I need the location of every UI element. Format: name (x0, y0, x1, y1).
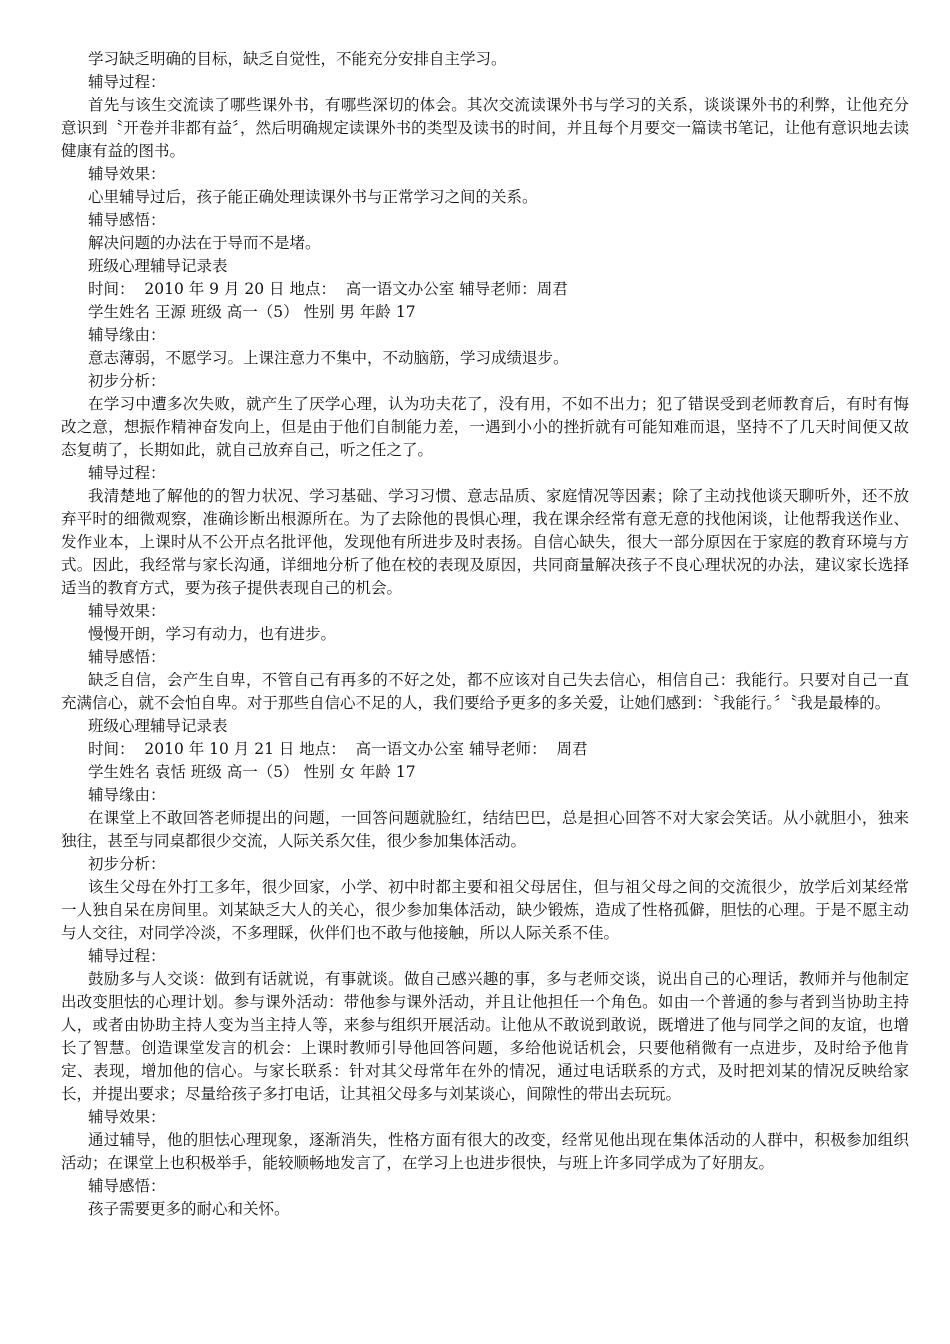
reason-text: 学习缺乏明确的目标，缺乏自觉性，不能充分安排自主学习。 (88, 50, 507, 68)
insight-label: 辅导感悟： (88, 211, 166, 229)
effect-text: 通过辅导，他的胆怯心理现象，逐渐消失，性格方面有很大的改变，经常见他出现在集体活动的人群中，积极参加组织活动；在课堂上也积极举手，能较顺畅地发言了，在学习上也进步很快，与班上许多同学成为了好朋友。 (61, 1131, 909, 1172)
effect-label: 辅导效果： (88, 165, 166, 183)
effect-label: 辅导效果： (88, 602, 166, 620)
insight-label: 辅导感悟： (88, 1177, 166, 1195)
student-info-line: 学生姓名 王源 班级 高一（5） 性别 男 年龄 17 (88, 303, 416, 321)
analysis-label: 初步分析： (88, 372, 166, 390)
process-text: 鼓励多与人交谈：做到有话就说，有事就谈。做自己感兴趣的事，多与老师交谈，说出自己的心理话，教师并与他制定出改变胆怯的心理计划。参与课外活动：带他参与课外活动，并且让他担任一个角色。如由一个普通的参与者到当协助主持人，或者由协助主持人变为当主持人等，来参与组织开展活动。让他从不敢说到敢说，既增进了他与同学之间的友谊，也增长了智慧。创造课堂发言的机会：上课时教师引导他回答问题，多给他说话机会，只要他稍微有一点进步，及时给予他肯定、表现，增加他的信心。与家长联系：针对其父母常年在外的情况，通过电话联系的方式，及时把刘某的情况反映给家长，并提出要求；尽量给孩子多打电话，让其祖父母多与刘某谈心，间隙性的带出去玩玩。 (61, 970, 909, 1103)
effect-text: 慢慢开朗，学习有动力，也有进步。 (88, 625, 337, 643)
insight-label: 辅导感悟： (88, 648, 166, 666)
document-body (61, 48, 909, 1221)
process-text: 首先与该生交流读了哪些课外书，有哪些深切的体会。其次交流读课外书与学习的关系，谈谈课外书的利弊，让他充分意识到〝开卷并非都有益〞，然后明确规定读课外书的类型及读书的时间，并且每个月要交一篇读书笔记，让他有意识地去读健康有益的图书。 (61, 96, 909, 160)
reason-text: 意志薄弱，不愿学习。上课注意力不集中，不动脑筋，学习成绩退步。 (88, 349, 569, 367)
insight-text: 缺乏自信，会产生自卑，不管自己有再多的不好之处，都不应该对自己失去信心，相信自己：我能行。只要对自己一直充满信心，就不会怕自卑。对于那些自信心不足的人，我们要给予更多的多关爱，让她们感到：〝我能行。〞〝我是最棒的。 (61, 671, 909, 712)
analysis-text: 在学习中遭多次失败，就产生了厌学心理，认为功夫花了，没有用，不如不出力；犯了错误受到老师教育后，有时有悔改之意，想振作精神奋发向上，但是由于他们自制能力差，一遇到小小的挫折就有可能知难而退，坚持不了几天时间便又故态复萌了，长期如此，就自己放弃自己，听之任之了。 (61, 395, 909, 459)
effect-text: 心里辅导过后，孩子能正确处理读课外书与正常学习之间的关系。 (88, 188, 538, 206)
process-label: 辅导过程： (88, 464, 166, 482)
reason-label: 辅导缘由： (88, 326, 166, 344)
record-meta-line: 时间： 2010 年 9 月 20 日 地点： 高一语文办公室 辅导老师：周君 (88, 280, 568, 298)
process-text: 我清楚地了解他的的智力状况、学习基础、学习习惯、意志品质、家庭情况等因素；除了主动找他谈天聊听外，还不放弃平时的细微观察，准确诊断出根源所在。为了去除他的畏惧心理，我在课余经常有意无意的找他闲谈，让他帮我送作业、发作业本，上课时从不公开点名批评他，发现他有所进步及时表扬。自信心缺失，很大一部分原因在于家庭的教育环境与方式。因此，我经常与家长沟通，详细地分析了他在校的表现及原因，共同商量解决孩子不良心理状况的办法，建议家长选择适当的教育方式，要为孩子提供表现自己的机会。 (61, 487, 909, 597)
analysis-text: 该生父母在外打工多年，很少回家，小学、初中时都主要和祖父母居住，但与祖父母之间的交流很少，放学后刘某经常一人独自呆在房间里。刘某缺乏大人的关心，很少参加集体活动，缺少锻炼，造成了性格孤僻，胆怯的心理。于是不愿主动与人交往，对同学冷淡，不多理睬，伙伴们也不敢与他接触，所以人际关系不佳。 (61, 878, 909, 942)
insight-text: 孩子需要更多的耐心和关怀。 (88, 1200, 290, 1218)
reason-text: 在课堂上不敢回答老师提出的问题，一回答问题就脸红，结结巴巴，总是担心回答不对大家会笑话。从小就胆小，独来独往，甚至与同桌都很少交流，人际关系欠佳，很少参加集体活动。 (61, 809, 909, 850)
record-meta-line: 时间： 2010 年 10 月 21 日 地点： 高一语文办公室 辅导老师： 周君 (88, 740, 588, 758)
record-title: 班级心理辅导记录表 (88, 257, 228, 275)
process-label: 辅导过程： (88, 73, 166, 91)
process-label: 辅导过程： (88, 947, 166, 965)
insight-text: 解决问题的办法在于导而不是堵。 (88, 234, 321, 252)
analysis-label: 初步分析： (88, 855, 166, 873)
reason-label: 辅导缘由： (88, 786, 166, 804)
student-info-line: 学生姓名 袁恬 班级 高一（5） 性别 女 年龄 17 (88, 763, 416, 781)
effect-label: 辅导效果： (88, 1108, 166, 1126)
record-title: 班级心理辅导记录表 (88, 717, 228, 735)
